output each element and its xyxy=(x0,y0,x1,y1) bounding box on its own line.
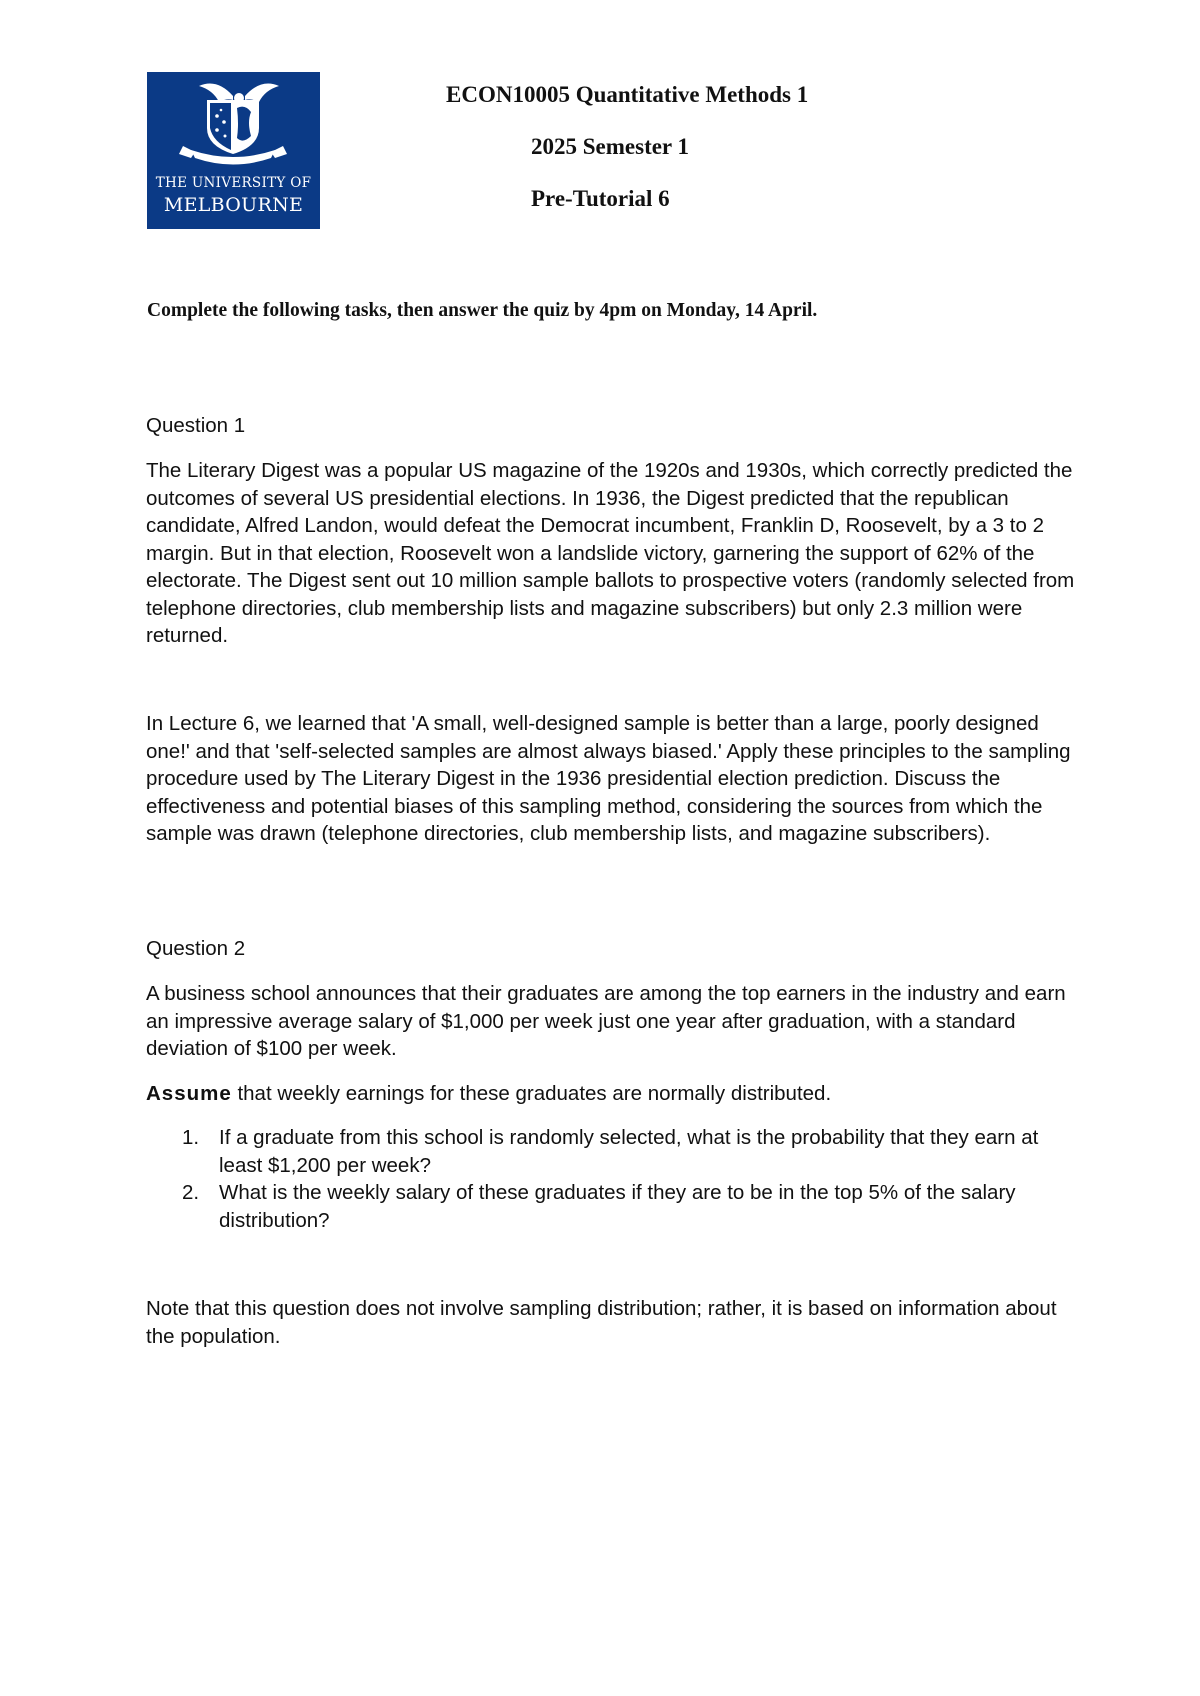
list-item xyxy=(146,1179,1076,1234)
question-1-heading: Question 1 xyxy=(146,414,246,437)
list-item-number: 2. xyxy=(182,1181,200,1204)
list-item-text: If a graduate from this school is randomly selected, what is the probability that they earn at least $1,200 per week? xyxy=(219,1126,1039,1177)
list-item xyxy=(146,1124,1076,1179)
list-item-text: What is the weekly salary of these graduates if they are to be in the top 5% of the salary distribution? xyxy=(219,1181,1016,1232)
instructions: Complete the following tasks, then answer the quiz by 4pm on Monday, 14 April. xyxy=(147,300,818,321)
question-2-paragraph-1: A business school announces that their graduates are among the top earners in the industry and earn an impressive average salary of $1,000 per week just one year after graduation, with a standard deviation of $100 per week. xyxy=(146,982,1066,1060)
question-2-list xyxy=(146,1124,1076,1234)
list-item-number: 1. xyxy=(182,1126,200,1149)
tutorial-label: Pre-Tutorial 6 xyxy=(531,186,670,211)
logo-line-2: MELBOURNE xyxy=(163,194,304,216)
question-1-paragraph-1: The Literary Digest was a popular US magazine of the 1920s and 1930s, which correctly predicted the outcomes of several US presidential elections. In 1936, the Digest predicted that the republican candidate, Alfred Landon, would defeat the Democrat incumbent, Franklin D, Roosevelt, by a 3 to 2 margin. But in that election, Roosevelt won a landslide victory, garnering the support of 62% of the electorate. The Digest sent out 10 million sample ballots to prospective voters (randomly selected from telephone directories, club membership lists and magazine subscribers) but only 2.3 million were returned. xyxy=(146,459,1075,647)
assume-text: that weekly earnings for these graduates are normally distributed. xyxy=(231,1082,832,1105)
assume-keyword: Assume xyxy=(146,1082,232,1105)
question-2-heading: Question 2 xyxy=(146,937,246,960)
crest-icon xyxy=(147,72,320,172)
logo-line-1: THE UNIVERSITY OF xyxy=(155,175,312,191)
question-2-note: Note that this question does not involve sampling distribution; rather, it is based on information about the population. xyxy=(146,1297,1057,1348)
course-title: ECON10005 Quantitative Methods 1 xyxy=(446,82,809,107)
assumption-statement xyxy=(146,1080,1076,1108)
semester-label: 2025 Semester 1 xyxy=(531,134,689,159)
university-logo xyxy=(147,72,320,229)
question-1-paragraph-2: In Lecture 6, we learned that 'A small, well-designed sample is better than a large, poorly designed one!' and that 'self-selected samples are almost always biased.' Apply these principles to the sampling procedure used by The Literary Digest in the 1936 presidential election prediction. Discuss the effectiveness and potential biases of this sampling method, considering the sources from which the sample was drawn (telephone directories, club membership lists, and magazine subscribers). xyxy=(146,712,1071,845)
